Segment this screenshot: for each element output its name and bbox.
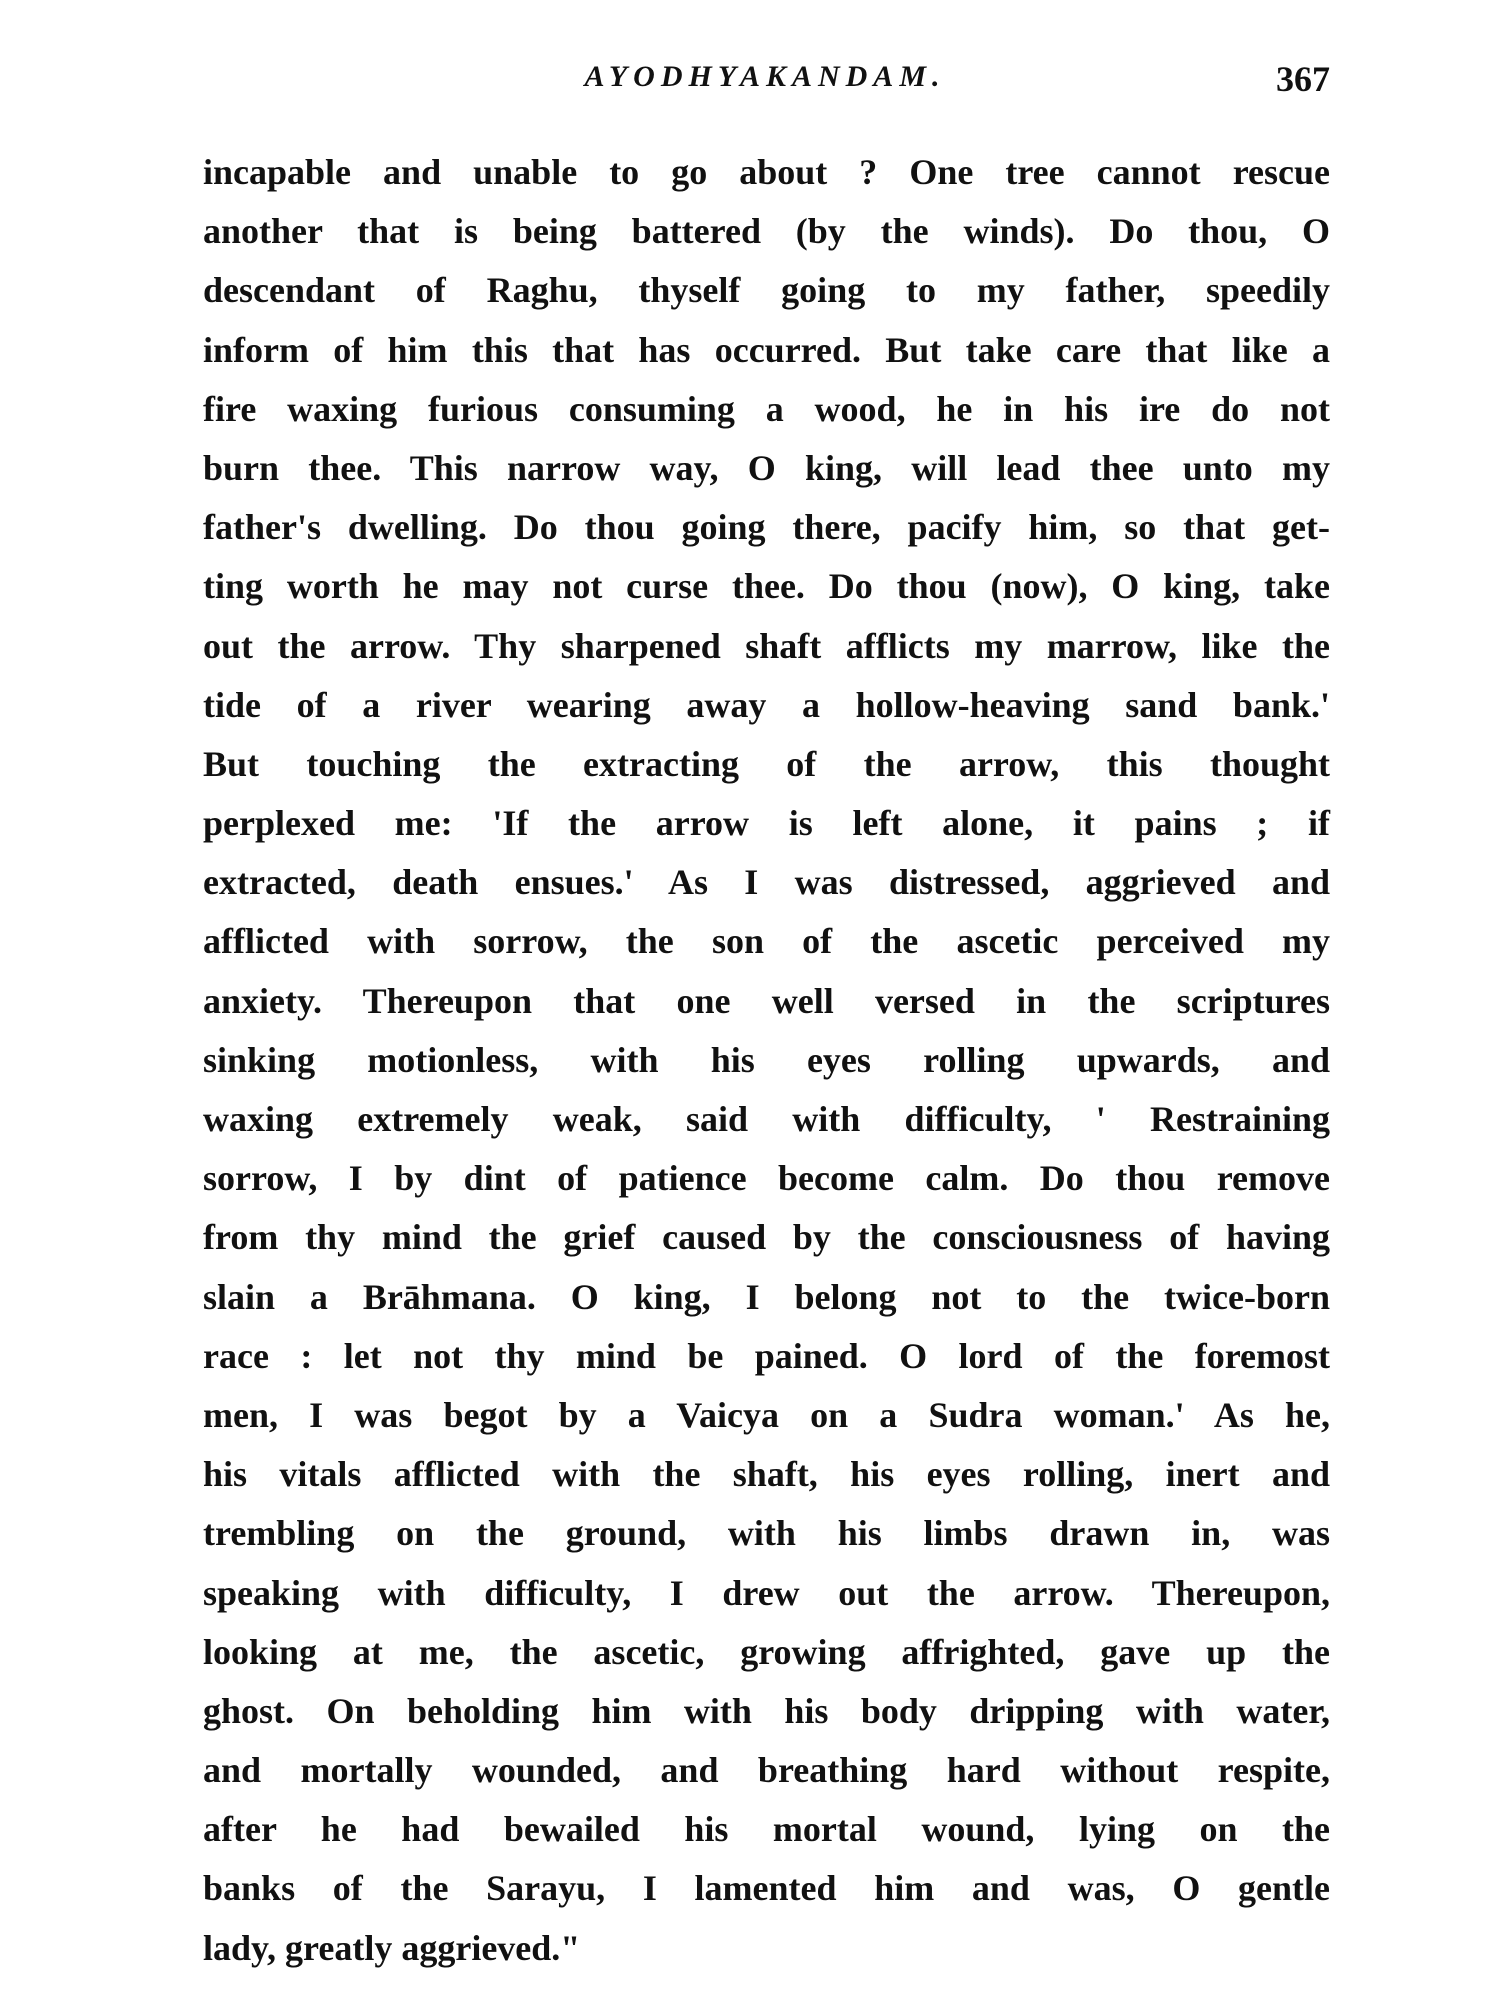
text-line: ghost. On beholding him with his body dripping with water,	[203, 1690, 1330, 1731]
text-line: lady, greatly aggrieved."	[203, 1927, 581, 1968]
text-line: sinking motionless, with his eyes rolling upwards, and	[203, 1039, 1330, 1080]
page-number: 367	[1276, 59, 1330, 99]
text-line: descendant of Raghu, thyself going to my father, speedily	[203, 270, 1330, 311]
text-line: burn thee. This narrow way, O king, will lead thee unto my	[203, 447, 1330, 488]
body-text	[203, 143, 1330, 1978]
text-line: extracted, death ensues.' As I was distressed, aggrieved and	[203, 862, 1330, 903]
text-line: waxing extremely weak, said with difficulty, ' Restraining	[203, 1099, 1330, 1139]
text-line: out the arrow. Thy sharpened shaft afflicts my marrow, like the	[203, 625, 1330, 666]
text-line: race : let not thy mind be pained. O lord of the foremost	[203, 1335, 1330, 1376]
running-title: AYODHYAKANDAM.	[584, 60, 946, 93]
running-header	[200, 52, 1330, 112]
text-line: perplexed me: 'If the arrow is left alone, it pains ; if	[203, 803, 1330, 844]
text-line: his vitals afflicted with the shaft, his eyes rolling, inert and	[203, 1454, 1330, 1495]
text-line: looking at me, the ascetic, growing affrighted, gave up the	[203, 1631, 1330, 1672]
text-line: speaking with difficulty, I drew out the arrow. Thereupon,	[203, 1572, 1330, 1613]
text-line: anxiety. Thereupon that one well versed in the scriptures	[203, 980, 1330, 1021]
text-line: father's dwelling. Do thou going there, pacify him, so that get-	[203, 507, 1330, 548]
text-line: another that is being battered (by the winds). Do thou, O	[203, 211, 1330, 252]
text-line: banks of the Sarayu, I lamented him and was, O gentle	[203, 1868, 1330, 1909]
text-line: But touching the extracting of the arrow, this thought	[203, 743, 1330, 784]
text-line: inform of him this that has occurred. But take care that like a	[203, 329, 1330, 370]
text-line: from thy mind the grief caused by the consciousness of having	[203, 1217, 1330, 1258]
text-line: fire waxing furious consuming a wood, he in his ire do not	[203, 388, 1330, 429]
text-line: slain a Brāhmana. O king, I belong not to the twice-born	[203, 1276, 1330, 1317]
text-line: after he had bewailed his mortal wound, lying on the	[203, 1809, 1330, 1850]
text-line: incapable and unable to go about ? One tree cannot rescue	[203, 152, 1330, 192]
text-line: and mortally wounded, and breathing hard without respite,	[203, 1750, 1330, 1791]
text-line: sorrow, I by dint of patience become calm. Do thou remove	[203, 1158, 1330, 1199]
text-line: trembling on the ground, with his limbs drawn in, was	[203, 1513, 1330, 1554]
text-line: ting worth he may not curse thee. Do thou (now), O king, take	[203, 566, 1330, 607]
text-line: men, I was begot by a Vaicya on a Sudra woman.' As he,	[203, 1394, 1330, 1435]
text-line: afflicted with sorrow, the son of the ascetic perceived my	[203, 921, 1330, 962]
text-line: tide of a river wearing away a hollow-heaving sand bank.'	[203, 684, 1330, 725]
